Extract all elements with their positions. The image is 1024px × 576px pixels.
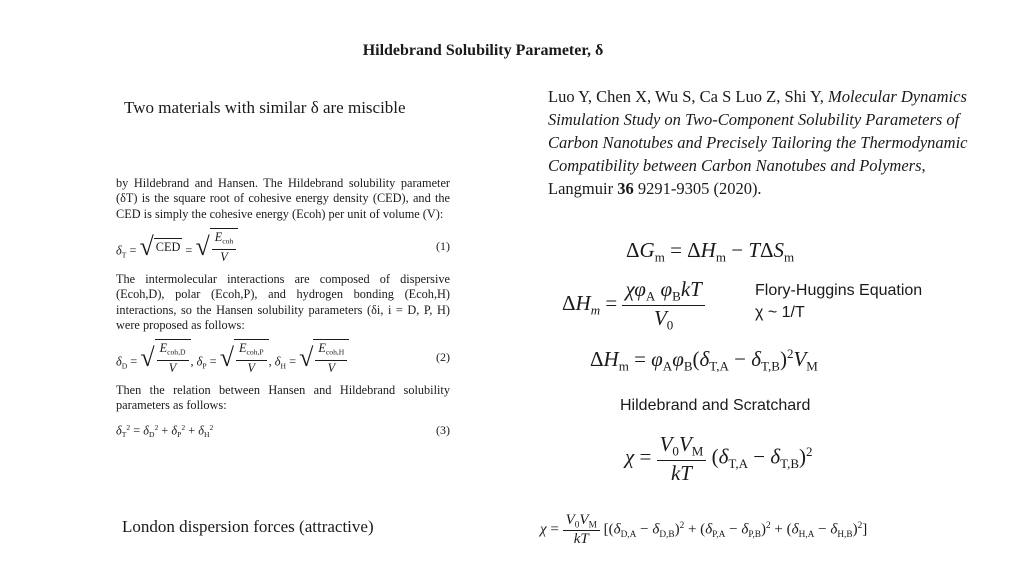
citation-authors: Luo Y, Chen X, Wu S, Ca S Luo Z, Shi Y, <box>548 87 824 106</box>
citation-journal: , Langmuir <box>548 156 926 198</box>
gibbs-equation: $\Delta G_m = \Delta H_m - T\Delta S_m$ <box>626 238 795 265</box>
chi-equation-hansen: χ = $\frac{V_0V_M}{kT}$ $[(\delta_{D,A} - \delta_{D,B})^2 + (\delta_{P,A} - \delta_{P,B})^2 + (\delta_{H,A} - \delta_{H,B})^2]$ <box>540 512 868 548</box>
enthalpy-chi-equation: $\Delta H_m$ = $\frac{\chi\varphi_A \varphi_BkT}{V_0}$ <box>562 277 705 333</box>
equation-3-number: (3) <box>436 423 450 438</box>
citation <box>548 85 968 200</box>
excerpt-paragraph-2: The intermolecular interactions are composed of dispersive (Ecoh,D), polar (Ecoh,P), and hydrogen bonding (Ecoh,H) interactions, so the Hansen solubility parameters (δi, i = D, P, H) were proposed as follows: <box>116 271 450 332</box>
equation-1-number: (1) <box>436 239 450 254</box>
paper-excerpt <box>116 176 450 448</box>
equation-1: $\delta_T$ = √ CED = √ $\frac{E_{coh}}{V}$ (1) <box>116 230 450 265</box>
flory-relation: χ ~ 1/T <box>755 304 805 321</box>
excerpt-paragraph-3: Then the relation between Hansen and Hildebrand solubility parameters as follows: <box>116 382 450 413</box>
equation-2: $\delta_D$ = √ $\frac{E_{coh,D}}{V}$ , $\delta_P$ = √ $\frac{E_{coh,P}}{V}$ , $\delta_H$ = √ $\frac{E_{coh,H}}{V}$ (2) <box>116 341 450 376</box>
citation-title: Molecular Dynamics Simulation Study on Two-Component Solubility Parameters of Carbon Nanotubes and Precisely Tailoring the Thermodynamic Compatibility between Carbon Nanotubes and Polymers <box>548 87 968 175</box>
equation-2-number: (2) <box>436 350 450 365</box>
flory-title: Flory-Huggins Equation <box>755 282 923 299</box>
hildebrand-scratchard-label: Hildebrand and Scratchard <box>620 397 811 414</box>
citation-volume: 36 <box>617 179 634 198</box>
london-note: London dispersion forces (attractive) <box>122 517 374 536</box>
citation-pages: 9291-9305 (2020). <box>637 179 762 198</box>
enthalpy-delta-equation: $\Delta H_m = \varphi_A\varphi_B(\delta_{T,A} - \delta_{T,B})^2V_M$ <box>590 346 818 374</box>
excerpt-paragraph-1: by Hildebrand and Hansen. The Hildebrand solubility parameter (δT) is the square root of cohesive energy density (CED), and the CED is simply the cohesive energy (Ecoh) per unit of volume (V): <box>116 176 450 221</box>
chi-equation-hildebrand: χ = $\frac{V_0V_M}{kT}$ $(\delta_{T,A} - \delta_{T,B})^2$ <box>625 432 813 485</box>
miscible-note: Two materials with similar δ are miscible <box>124 98 406 117</box>
equation-3: $\delta_T^2 = \delta_D^2 + \delta_P^2 + \delta_H^2$ (3) <box>116 422 450 439</box>
slide-title: Hildebrand Solubility Parameter, δ <box>362 42 604 59</box>
flory-huggins-note <box>755 280 922 324</box>
